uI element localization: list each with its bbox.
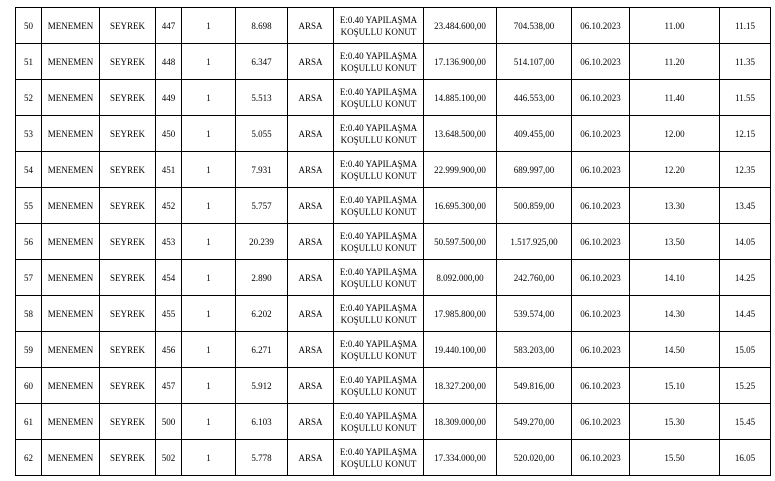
estimated-value-cell: 18.309.000,00	[424, 404, 497, 440]
row-number-cell: 52	[16, 80, 42, 116]
district-cell: MENEMEN	[42, 332, 100, 368]
zoning-cell	[334, 44, 424, 80]
start-time-cell: 14.30	[630, 296, 720, 332]
block-cell: 500	[156, 404, 182, 440]
zoning-line-2: KOŞULLU KONUT	[340, 98, 417, 109]
deposit-cell: 704.538,00	[497, 8, 572, 44]
property-type-cell: ARSA	[288, 368, 334, 404]
table-row	[16, 188, 771, 224]
table-body	[16, 8, 771, 476]
property-type-cell: ARSA	[288, 224, 334, 260]
end-time-cell: 12.35	[720, 152, 771, 188]
parcel-cell: 1	[182, 332, 236, 368]
zoning-line-1: E:0.40 YAPILAŞMA	[339, 194, 418, 205]
estimated-value-cell: 18.327.200,00	[424, 368, 497, 404]
zoning-cell	[334, 152, 424, 188]
zoning-line-2: KOŞULLU KONUT	[340, 314, 417, 325]
row-number-cell: 62	[16, 440, 42, 476]
start-time-cell: 11.20	[630, 44, 720, 80]
neighborhood-cell: SEYREK	[100, 404, 156, 440]
row-number-cell: 51	[16, 44, 42, 80]
property-type-cell: ARSA	[288, 152, 334, 188]
property-type-cell: ARSA	[288, 44, 334, 80]
auction-table	[15, 7, 771, 476]
zoning-cell	[334, 296, 424, 332]
end-time-cell: 14.05	[720, 224, 771, 260]
date-cell: 06.10.2023	[572, 152, 630, 188]
block-cell: 456	[156, 332, 182, 368]
parcel-cell: 1	[182, 440, 236, 476]
zoning-cell	[334, 80, 424, 116]
area-cell: 5.513	[236, 80, 288, 116]
deposit-cell: 549.270,00	[497, 404, 572, 440]
zoning-cell	[334, 404, 424, 440]
table-row	[16, 224, 771, 260]
table-row	[16, 8, 771, 44]
district-cell: MENEMEN	[42, 224, 100, 260]
parcel-cell: 1	[182, 44, 236, 80]
zoning-line-2: KOŞULLU KONUT	[340, 278, 417, 289]
start-time-cell: 14.50	[630, 332, 720, 368]
property-type-cell: ARSA	[288, 440, 334, 476]
deposit-cell: 514.107,00	[497, 44, 572, 80]
property-type-cell: ARSA	[288, 260, 334, 296]
end-time-cell: 13.45	[720, 188, 771, 224]
zoning-line-2: KOŞULLU KONUT	[340, 242, 417, 253]
district-cell: MENEMEN	[42, 80, 100, 116]
parcel-cell: 1	[182, 224, 236, 260]
date-cell: 06.10.2023	[572, 440, 630, 476]
block-cell: 449	[156, 80, 182, 116]
start-time-cell: 15.30	[630, 404, 720, 440]
zoning-cell	[334, 332, 424, 368]
end-time-cell: 11.35	[720, 44, 771, 80]
estimated-value-cell: 14.885.100,00	[424, 80, 497, 116]
area-cell: 6.347	[236, 44, 288, 80]
neighborhood-cell: SEYREK	[100, 332, 156, 368]
table-row	[16, 440, 771, 476]
property-type-cell: ARSA	[288, 404, 334, 440]
estimated-value-cell: 22.999.900,00	[424, 152, 497, 188]
zoning-line-2: KOŞULLU KONUT	[340, 350, 417, 361]
zoning-line-2: KOŞULLU KONUT	[340, 206, 417, 217]
area-cell: 8.698	[236, 8, 288, 44]
estimated-value-cell: 16.695.300,00	[424, 188, 497, 224]
area-cell: 6.271	[236, 332, 288, 368]
end-time-cell: 11.15	[720, 8, 771, 44]
block-cell: 452	[156, 188, 182, 224]
zoning-line-1: E:0.40 YAPILAŞMA	[339, 50, 418, 61]
zoning-cell	[334, 116, 424, 152]
table-row	[16, 152, 771, 188]
zoning-line-1: E:0.40 YAPILAŞMA	[339, 14, 418, 25]
neighborhood-cell: SEYREK	[100, 152, 156, 188]
date-cell: 06.10.2023	[572, 224, 630, 260]
neighborhood-cell: SEYREK	[100, 296, 156, 332]
estimated-value-cell: 17.985.800,00	[424, 296, 497, 332]
district-cell: MENEMEN	[42, 8, 100, 44]
date-cell: 06.10.2023	[572, 188, 630, 224]
table-row	[16, 368, 771, 404]
date-cell: 06.10.2023	[572, 116, 630, 152]
zoning-line-1: E:0.40 YAPILAŞMA	[339, 446, 418, 457]
zoning-cell	[334, 8, 424, 44]
zoning-line-1: E:0.40 YAPILAŞMA	[339, 158, 418, 169]
area-cell: 2.890	[236, 260, 288, 296]
deposit-cell: 549.816,00	[497, 368, 572, 404]
block-cell: 451	[156, 152, 182, 188]
district-cell: MENEMEN	[42, 44, 100, 80]
end-time-cell: 12.15	[720, 116, 771, 152]
row-number-cell: 59	[16, 332, 42, 368]
parcel-cell: 1	[182, 80, 236, 116]
start-time-cell: 11.40	[630, 80, 720, 116]
neighborhood-cell: SEYREK	[100, 44, 156, 80]
block-cell: 447	[156, 8, 182, 44]
neighborhood-cell: SEYREK	[100, 368, 156, 404]
zoning-cell	[334, 368, 424, 404]
parcel-cell: 1	[182, 296, 236, 332]
zoning-cell	[334, 260, 424, 296]
date-cell: 06.10.2023	[572, 80, 630, 116]
estimated-value-cell: 8.092.000,00	[424, 260, 497, 296]
property-type-cell: ARSA	[288, 116, 334, 152]
parcel-cell: 1	[182, 116, 236, 152]
zoning-line-2: KOŞULLU KONUT	[340, 62, 417, 73]
district-cell: MENEMEN	[42, 368, 100, 404]
area-cell: 5.778	[236, 440, 288, 476]
neighborhood-cell: SEYREK	[100, 440, 156, 476]
start-time-cell: 15.10	[630, 368, 720, 404]
zoning-line-2: KOŞULLU KONUT	[340, 458, 417, 469]
table-row	[16, 80, 771, 116]
block-cell: 450	[156, 116, 182, 152]
zoning-line-2: KOŞULLU KONUT	[340, 386, 417, 397]
end-time-cell: 16.05	[720, 440, 771, 476]
row-number-cell: 57	[16, 260, 42, 296]
district-cell: MENEMEN	[42, 404, 100, 440]
area-cell: 5.912	[236, 368, 288, 404]
zoning-line-2: KOŞULLU KONUT	[340, 422, 417, 433]
table-row	[16, 404, 771, 440]
row-number-cell: 54	[16, 152, 42, 188]
end-time-cell: 14.45	[720, 296, 771, 332]
deposit-cell: 1.517.925,00	[497, 224, 572, 260]
zoning-line-1: E:0.40 YAPILAŞMA	[339, 230, 418, 241]
zoning-line-1: E:0.40 YAPILAŞMA	[339, 266, 418, 277]
area-cell: 5.055	[236, 116, 288, 152]
date-cell: 06.10.2023	[572, 368, 630, 404]
table-row	[16, 260, 771, 296]
estimated-value-cell: 17.136.900,00	[424, 44, 497, 80]
date-cell: 06.10.2023	[572, 296, 630, 332]
zoning-line-2: KOŞULLU KONUT	[340, 170, 417, 181]
estimated-value-cell: 19.440.100,00	[424, 332, 497, 368]
start-time-cell: 12.20	[630, 152, 720, 188]
area-cell: 5.757	[236, 188, 288, 224]
deposit-cell: 520.020,00	[497, 440, 572, 476]
row-number-cell: 61	[16, 404, 42, 440]
neighborhood-cell: SEYREK	[100, 116, 156, 152]
area-cell: 20.239	[236, 224, 288, 260]
zoning-line-1: E:0.40 YAPILAŞMA	[339, 410, 418, 421]
row-number-cell: 56	[16, 224, 42, 260]
block-cell: 454	[156, 260, 182, 296]
deposit-cell: 500.859,00	[497, 188, 572, 224]
property-type-cell: ARSA	[288, 8, 334, 44]
block-cell: 455	[156, 296, 182, 332]
block-cell: 457	[156, 368, 182, 404]
district-cell: MENEMEN	[42, 188, 100, 224]
block-cell: 502	[156, 440, 182, 476]
row-number-cell: 50	[16, 8, 42, 44]
block-cell: 448	[156, 44, 182, 80]
estimated-value-cell: 17.334.000,00	[424, 440, 497, 476]
row-number-cell: 58	[16, 296, 42, 332]
zoning-cell	[334, 224, 424, 260]
row-number-cell: 60	[16, 368, 42, 404]
zoning-line-1: E:0.40 YAPILAŞMA	[339, 302, 418, 313]
neighborhood-cell: SEYREK	[100, 80, 156, 116]
table-row	[16, 44, 771, 80]
zoning-line-2: KOŞULLU KONUT	[340, 26, 417, 37]
area-cell: 6.103	[236, 404, 288, 440]
district-cell: MENEMEN	[42, 152, 100, 188]
deposit-cell: 446.553,00	[497, 80, 572, 116]
area-cell: 7.931	[236, 152, 288, 188]
block-cell: 453	[156, 224, 182, 260]
zoning-line-1: E:0.40 YAPILAŞMA	[339, 122, 418, 133]
parcel-cell: 1	[182, 368, 236, 404]
table-row	[16, 296, 771, 332]
table-row	[16, 332, 771, 368]
end-time-cell: 11.55	[720, 80, 771, 116]
parcel-cell: 1	[182, 188, 236, 224]
estimated-value-cell: 50.597.500,00	[424, 224, 497, 260]
zoning-line-1: E:0.40 YAPILAŞMA	[339, 86, 418, 97]
date-cell: 06.10.2023	[572, 44, 630, 80]
date-cell: 06.10.2023	[572, 404, 630, 440]
area-cell: 6.202	[236, 296, 288, 332]
start-time-cell: 11.00	[630, 8, 720, 44]
neighborhood-cell: SEYREK	[100, 224, 156, 260]
property-type-cell: ARSA	[288, 80, 334, 116]
row-number-cell: 55	[16, 188, 42, 224]
neighborhood-cell: SEYREK	[100, 8, 156, 44]
district-cell: MENEMEN	[42, 260, 100, 296]
estimated-value-cell: 13.648.500,00	[424, 116, 497, 152]
start-time-cell: 14.10	[630, 260, 720, 296]
start-time-cell: 13.30	[630, 188, 720, 224]
zoning-line-1: E:0.40 YAPILAŞMA	[339, 374, 418, 385]
table-row	[16, 116, 771, 152]
date-cell: 06.10.2023	[572, 260, 630, 296]
district-cell: MENEMEN	[42, 296, 100, 332]
date-cell: 06.10.2023	[572, 8, 630, 44]
property-type-cell: ARSA	[288, 296, 334, 332]
district-cell: MENEMEN	[42, 440, 100, 476]
deposit-cell: 583.203,00	[497, 332, 572, 368]
parcel-cell: 1	[182, 8, 236, 44]
deposit-cell: 409.455,00	[497, 116, 572, 152]
end-time-cell: 15.25	[720, 368, 771, 404]
property-type-cell: ARSA	[288, 188, 334, 224]
row-number-cell: 53	[16, 116, 42, 152]
district-cell: MENEMEN	[42, 116, 100, 152]
deposit-cell: 242.760,00	[497, 260, 572, 296]
start-time-cell: 12.00	[630, 116, 720, 152]
deposit-cell: 539.574,00	[497, 296, 572, 332]
parcel-cell: 1	[182, 404, 236, 440]
zoning-cell	[334, 440, 424, 476]
zoning-line-2: KOŞULLU KONUT	[340, 134, 417, 145]
parcel-cell: 1	[182, 152, 236, 188]
parcel-cell: 1	[182, 260, 236, 296]
end-time-cell: 15.45	[720, 404, 771, 440]
start-time-cell: 15.50	[630, 440, 720, 476]
end-time-cell: 15.05	[720, 332, 771, 368]
property-type-cell: ARSA	[288, 332, 334, 368]
neighborhood-cell: SEYREK	[100, 188, 156, 224]
start-time-cell: 13.50	[630, 224, 720, 260]
estimated-value-cell: 23.484.600,00	[424, 8, 497, 44]
zoning-cell	[334, 188, 424, 224]
zoning-line-1: E:0.40 YAPILAŞMA	[339, 338, 418, 349]
neighborhood-cell: SEYREK	[100, 260, 156, 296]
deposit-cell: 689.997,00	[497, 152, 572, 188]
date-cell: 06.10.2023	[572, 332, 630, 368]
end-time-cell: 14.25	[720, 260, 771, 296]
